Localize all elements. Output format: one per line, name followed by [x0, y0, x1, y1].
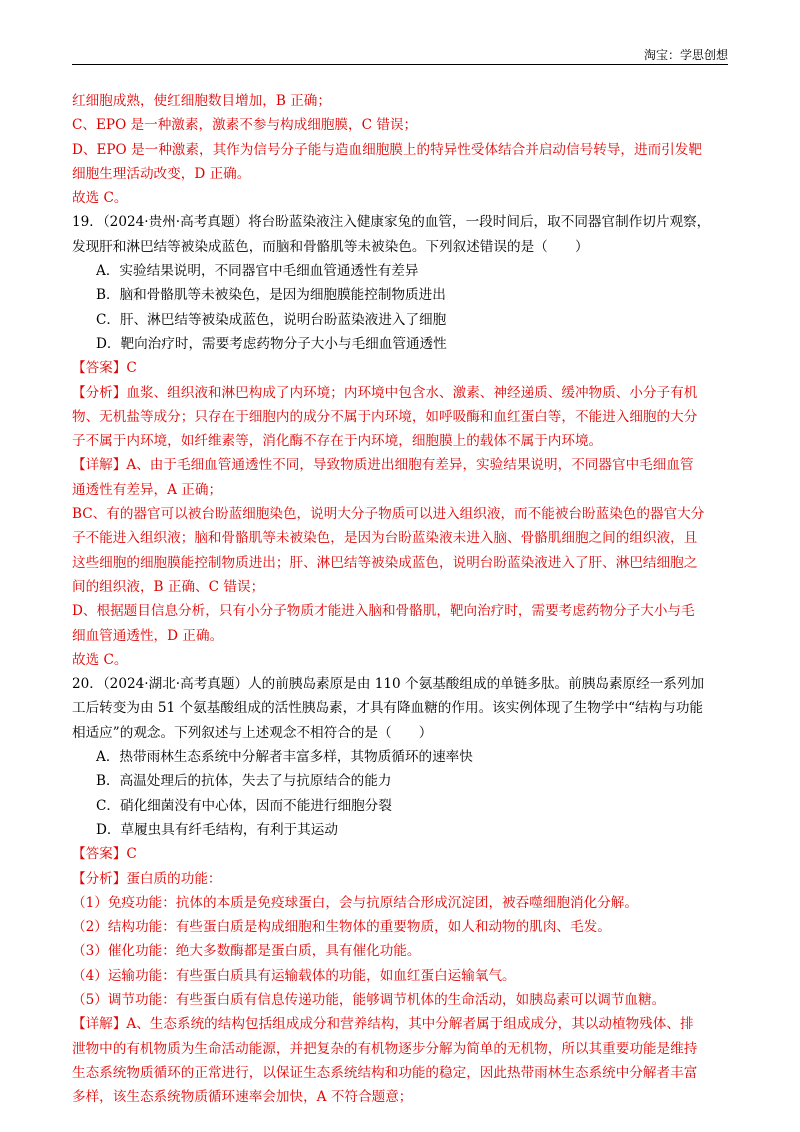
text-line: 通透性有差异，A 正确；: [72, 481, 223, 498]
document-body: [72, 89, 730, 1109]
text-line: 细血管通透性，D 正确。: [72, 627, 224, 644]
text-line: 【详解】A、生态系统的结构包括组成成分和营养结构，其中分解者属于组成成分，其以动植物残体、排: [72, 1016, 694, 1033]
text-line: 【答案】C: [72, 846, 137, 863]
text-line: （5）调节功能：有些蛋白质有信息传递功能，能够调节机体的生命活动，如胰岛素可以调节血糖。: [72, 991, 666, 1008]
text-line: 间的组织液，B 正确、C 错误；: [72, 578, 265, 595]
text-line: （3）催化功能：绝大多数酶都是蛋白质，具有催化功能。: [72, 943, 421, 960]
text-line: （1）免疫功能：抗体的本质是免疫球蛋白，会与抗原结合形成沉淀团，被吞噬细胞消化分解。: [72, 894, 638, 911]
text-line: 【分析】血浆、组织液和淋巴构成了内环境；内环境中包含水、激素、神经递质、缓冲物质、小分子有机: [72, 384, 698, 401]
option-line: B．高温处理后的抗体，失去了与抗原结合的能力: [96, 773, 392, 790]
option-line: B．脑和骨骼肌等未被染色，是因为细胞膜能控制物质进出: [96, 287, 446, 304]
option-line: D．草履虫具有纤毛结构，有利于其运动: [96, 821, 338, 838]
text-line: 细胞生理活动改变，D 正确。: [72, 165, 251, 182]
option-line: A．热带雨林生态系统中分解者丰富多样，其物质循环的速率快: [96, 749, 473, 766]
text-line: D、根据题目信息分析，只有小分子物质才能进入脑和骨骼肌，靶向治疗时，需要考虑药物分子大小与毛: [72, 603, 695, 620]
text-line: 泄物中的有机物质为生命活动能源，并把复杂的有机物逐步分解为简单的无机物，所以其重要功能是维持: [72, 1040, 698, 1057]
text-line: 发现肝和淋巴结等被染成蓝色，而脑和骨骼肌等未被染色。下列叙述错误的是（ ）: [72, 238, 589, 255]
text-line: BC、有的器官可以被台盼蓝细胞染色，说明大分子物质可以进入组织液，而不能被台盼蓝染色的器官大分: [72, 506, 705, 523]
text-line: 子不能进入组织液；脑和骨骼肌等未被染色，是因为台盼蓝染液未进入脑、骨骼肌细胞之间的组织液，且: [72, 530, 698, 547]
text-line: 红细胞成熟，使红细胞数目增加，B 正确；: [72, 93, 331, 109]
text-line: 19．（2024·贵州·高考真题）将台盼蓝染液注入健康家兔的血管，一段时间后，取不同器官制作切片观察，: [72, 214, 711, 231]
option-line: C．硝化细菌没有中心体，因而不能进行细胞分裂: [96, 797, 392, 814]
text-line: 生态系统物质循环的正常进行，以保证生态系统结构和功能的稳定，因此热带雨林生态系统中分解者丰富: [72, 1064, 698, 1081]
text-line: 工后转变为由 51 个氨基酸组成的活性胰岛素，才具有降血糖的作用。该实例体现了生物学中“结构与功能: [72, 700, 704, 717]
text-line: （2）结构功能：有些蛋白质是构成细胞和生物体的重要物质，如人和动物的肌肉、毛发。: [72, 919, 611, 936]
text-line: D、EPO 是一种激素，其作为信号分子能与造血细胞膜上的特异性受体结合并启动信号转导，进而引发靶: [72, 141, 702, 158]
text-line: 【详解】A、由于毛细血管通透性不同，导致物质进出细胞有差异，实验结果说明，不同器官中毛细血管: [72, 457, 694, 474]
text-line: 故选 C。: [72, 651, 128, 668]
option-line: A．实验结果说明，不同器官中毛细血管通透性有差异: [96, 263, 419, 280]
header-divider: [72, 64, 728, 65]
text-line: 【答案】C: [72, 360, 137, 377]
text-line: 相适应”的观念。下列叙述与上述观念不相符合的是（ ）: [72, 724, 433, 741]
text-line: 物、无机盐等成分；只存在于细胞内的成分不属于内环境，如呼吸酶和血红蛋白等，不能进入细胞的大分: [72, 408, 698, 425]
option-line: C．肝、淋巴结等被染成蓝色，说明台盼蓝染液进入了细胞: [96, 311, 447, 328]
option-line: D．靶向治疗时，需要考虑药物分子大小与毛细血管通透性: [96, 335, 447, 352]
text-line: C、EPO 是一种激素，激素不参与构成细胞膜，C 错误；: [72, 117, 418, 134]
header-shop-label: 淘宝：学思创想: [643, 48, 728, 62]
text-line: 子不属于内环境，如纤维素等，消化酶不存在于内环境，细胞膜上的载体不属于内环境。: [72, 433, 603, 450]
text-line: （4）运输功能：有些蛋白质具有运输载体的功能，如血红蛋白运输氧气。: [72, 967, 516, 984]
text-line: 20．（2024·湖北·高考真题）人的前胰岛素原是由 110 个氨基酸组成的单链多肽。前胰岛素原经一系列加: [72, 676, 705, 693]
text-line: 这些细胞的细胞膜能控制物质进出；肝、淋巴结等被染成蓝色，说明台盼蓝染液进入了肝、淋巴结细胞之: [72, 554, 698, 571]
text-line: 【分析】蛋白质的功能：: [72, 870, 222, 887]
text-line: 多样，该生态系统物质循环速率会加快，A 不符合题意；: [72, 1089, 413, 1106]
text-line: 故选 C。: [72, 190, 128, 207]
